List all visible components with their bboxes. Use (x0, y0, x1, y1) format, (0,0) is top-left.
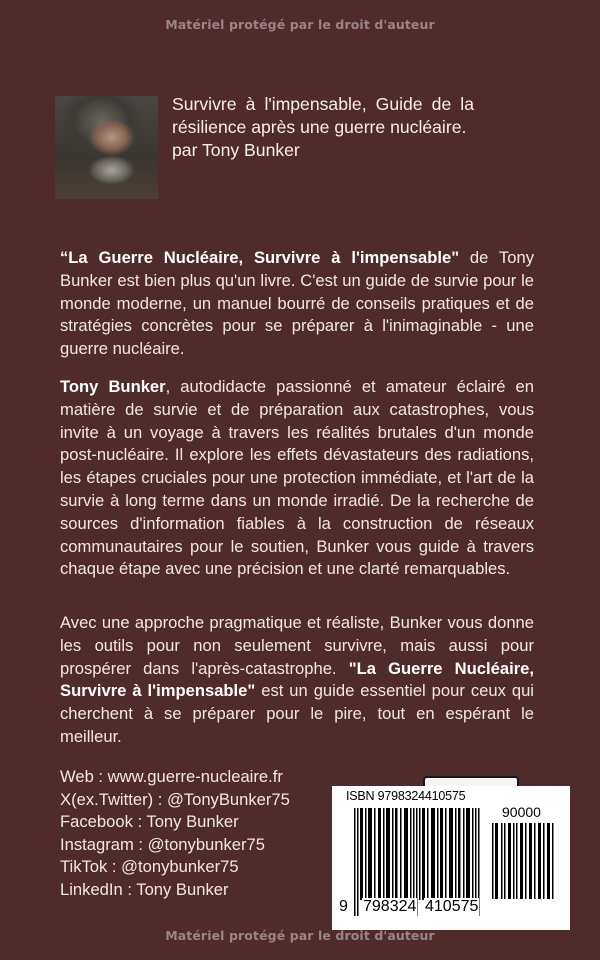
paragraph-text: Avec une approche pragmatique et réaliste, Bunker vous donne les outils pour non seulement survivre, mais aussi pour prospérer dans l'après-catastrophe. (60, 613, 534, 678)
barcode-addon-bars-icon (492, 823, 556, 899)
contact-linkedin: LinkedIn : Tony Bunker (60, 879, 229, 899)
book-header (172, 93, 474, 162)
contact-x-twitter: X(ex.Twitter) : @TonyBunker75 (60, 789, 290, 809)
book-title-bold: “La Guerre Nucléaire, Survivre à l'impensable" (60, 248, 460, 267)
barcode-addon-label: 90000 (502, 804, 541, 820)
copyright-watermark-bottom: Matériel protégé par le droit d'auteur (165, 928, 435, 943)
barcode-digits-left: 798324 (363, 898, 417, 915)
paragraph-intro (60, 247, 534, 361)
paragraph-text: est un guide essentiel pour ceux qui cherchent à se préparer pour le pire, tout en espérant le meilleur. (60, 681, 534, 746)
isbn-label: ISBN 9798324410575 (346, 789, 466, 803)
contact-web: Web : www.guerre-nucleaire.fr (60, 767, 283, 786)
paragraph-conclusion (60, 612, 534, 749)
isbn-barcode (332, 786, 570, 930)
book-title-bold: "La Guerre Nucléaire, Survivre à l'impensable" (60, 658, 534, 701)
paragraph-text: , autodidacte passionné et amateur éclairé en matière de survie et de préparation aux catastrophes, vous invite à un voyage à travers les réalités brutales d'un monde post-nucléaire. Il explore les effets dévastateurs des radiations, les étapes cruciales pour une protection immédiate, et l'art de la survie à long terme dans un monde irradié. De la recherche de sources d'information fiables à la construction de réseaux communautaires pour le soutien, Bunker vous guide à travers chaque étape avec une précision et une clarté remarquables. (60, 377, 535, 579)
barcode-digit-first: 9 (339, 898, 348, 915)
contact-facebook: Facebook : Tony Bunker (60, 812, 239, 831)
barcode-digits-right: 410575 (425, 898, 479, 915)
author-byline: par Tony Bunker (172, 140, 300, 160)
paragraph-author (60, 376, 534, 581)
copyright-watermark-top: Matériel protégé par le droit d'auteur (165, 17, 435, 32)
author-photo (55, 96, 158, 199)
contact-tiktok: TikTok : @tonybunker75 (60, 857, 239, 876)
paragraph-text: de Tony Bunker est bien plus qu'un livre. C'est un guide de survie pour le monde moderne, un manuel bourré de conseils pratiques et de stratégies concrètes pour se préparer à l'inimaginable - une guerre nucléaire. (60, 248, 534, 359)
contact-list (60, 766, 340, 901)
contact-instagram: Instagram : @tonybunker75 (60, 834, 266, 854)
author-name-bold: Tony Bunker (60, 377, 166, 396)
book-title: Survivre à l'impensable, Guide de la résilience après une guerre nucléaire. (172, 94, 474, 137)
